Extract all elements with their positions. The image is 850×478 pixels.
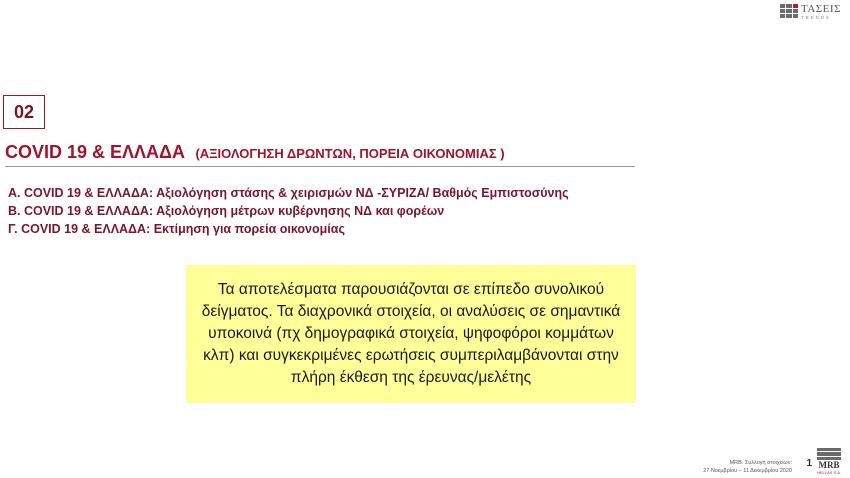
footer-source-line2: 27 Νοεμβρίου – 11 Δεκεμβρίου 2020: [703, 468, 792, 474]
mrb-logo: [816, 448, 842, 476]
tasis-trends-logo: [780, 4, 842, 22]
agenda-item-c: Γ. COVID 19 & ΕΛΛΑΔΑ: Εκτίμηση για πορεία οικονομίας: [8, 222, 345, 236]
logo-brand: ΤΑΣΕΙΣ: [801, 3, 841, 15]
footer-source-line1: MRB. Συλλογή στοιχείων:: [729, 460, 792, 466]
section-number: 02: [3, 95, 45, 129]
agenda-item-a: Α. COVID 19 & ΕΛΛΑΔΑ: Αξιολόγηση στάσης & χειρισμών ΝΔ -ΣΥΡΙΖΑ/ Βαθμός Εμπιστοσύνης: [8, 186, 569, 200]
title-divider: [5, 166, 635, 167]
logo-sub: TRENDS: [801, 15, 831, 20]
info-note-text: Τα αποτελέσματα παρουσιάζονται σε επίπεδο συνολικού δείγματος. Τα διαχρονικά στοιχεία, οι αναλύσεις σε σημαντικά υποκοινά (πχ δημογραφικά στοιχεία, ψηφοφόροι κομμάτων κλπ) και συγκεκριμένες ερωτήσεις συμπεριλαμβάνονται στην πλήρη έκθεση της έρευνας/μελέτης: [201, 281, 621, 386]
info-note-box: [186, 265, 636, 403]
section-title-main: COVID 19 & ΕΛΛΑΔΑ: [5, 142, 185, 162]
mrb-logo-text: MRB: [818, 460, 840, 470]
mrb-logo-bars-icon: [817, 448, 841, 460]
section-title-subtitle: (ΑΞΙΟΛΟΓΗΣΗ ΔΡΩΝΤΩΝ, ΠΟΡΕΙΑ ΟΙΚΟΝΟΜΙΑΣ ): [195, 146, 505, 161]
agenda-list: [8, 184, 569, 238]
agenda-item-b: Β. COVID 19 & ΕΛΛΑΔΑ: Αξιολόγηση μέτρων κυβέρνησης ΝΔ και φορέων: [8, 204, 445, 218]
logo-grid-icon: [780, 4, 798, 18]
page-number: 1: [806, 458, 812, 469]
mrb-logo-sub: HELLAS S.A.: [816, 470, 841, 475]
footer-source: [703, 459, 792, 475]
section-title: [5, 142, 505, 163]
